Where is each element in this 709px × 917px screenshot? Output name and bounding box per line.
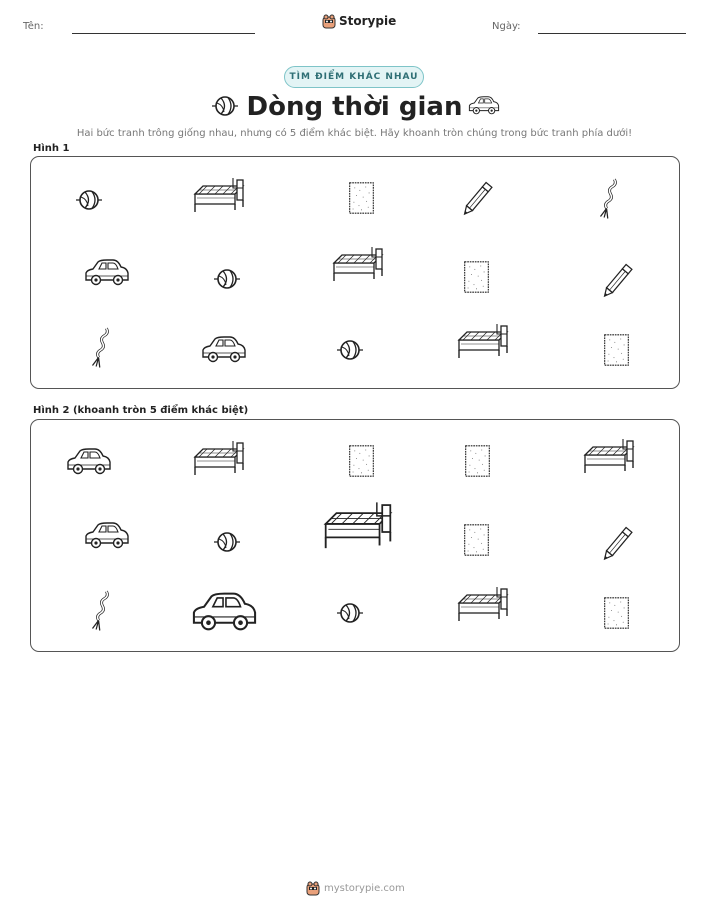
picture1-item-r2-c4 (463, 260, 490, 294)
paper-icon (348, 181, 375, 215)
picture2-item-r2-c3[interactable] (323, 505, 393, 559)
instruction-text: Hai bức tranh trông giống nhau, nhưng có 5 điểm khác biệt. Hãy khoanh tròn chúng trong bức tranh phía dưới! (76, 128, 633, 139)
ball-icon (337, 340, 363, 360)
car-icon (84, 522, 130, 552)
car-icon (201, 336, 247, 366)
brand-name: Storypie (339, 14, 397, 28)
paper-icon (463, 523, 490, 557)
braid-icon (90, 322, 113, 371)
picture1-item-r3-c1 (90, 322, 113, 371)
picture1-item-r3-c2 (201, 336, 247, 366)
car-icon (468, 96, 500, 117)
storypie-logo (322, 13, 396, 29)
picture2-item-r2-c2[interactable] (214, 532, 240, 552)
bed-icon (332, 249, 384, 289)
picture1-item-r2-c2 (214, 269, 240, 289)
picture2-item-r3-c5[interactable] (603, 596, 630, 630)
ball-icon (214, 269, 240, 289)
pencil-icon (599, 521, 637, 565)
pencil-icon (599, 258, 637, 302)
car-icon (84, 259, 130, 289)
footer (306, 880, 405, 896)
picture2-item-r1-c4[interactable] (464, 444, 491, 478)
bed-icon (323, 505, 393, 559)
picture2-item-r1-c3[interactable] (348, 444, 375, 478)
ball-icon (76, 190, 102, 210)
worksheet-type-badge: TÌM ĐIỂM KHÁC NHAU (284, 66, 424, 88)
bed-icon (193, 180, 245, 220)
picture1-item-r3-c5 (603, 333, 630, 367)
picture2-item-r3-c3[interactable] (337, 603, 363, 623)
picture1-item-r2-c1 (84, 259, 130, 289)
picture1-item-r2-c3 (332, 249, 384, 289)
pencil-icon (459, 176, 497, 220)
name-label: Tên: (23, 21, 44, 32)
picture1-item-r2-c5 (599, 258, 637, 302)
picture1-label: Hình 1 (33, 143, 70, 154)
paper-icon (463, 260, 490, 294)
page-title: Dòng thời gian (246, 92, 463, 122)
car-icon (191, 592, 258, 636)
picture1-panel (30, 156, 680, 389)
picture2-item-r1-c2[interactable] (193, 443, 245, 483)
picture1-item-r1-c2 (193, 180, 245, 220)
picture2-item-r2-c1[interactable] (84, 522, 130, 552)
storypie-mascot-icon (322, 13, 336, 29)
bed-icon (457, 326, 509, 366)
date-line[interactable] (538, 33, 686, 34)
picture2-item-r3-c2[interactable] (191, 592, 258, 636)
bed-icon (193, 443, 245, 483)
picture1-item-r1-c5 (598, 173, 621, 222)
picture2-item-r3-c4[interactable] (457, 589, 509, 629)
braid-icon (598, 173, 621, 222)
paper-icon (603, 333, 630, 367)
storypie-mascot-icon (306, 880, 320, 896)
picture1-item-r1-c1 (76, 190, 102, 210)
bed-icon (457, 589, 509, 629)
paper-icon (348, 444, 375, 478)
paper-icon (603, 596, 630, 630)
picture2-item-r2-c5[interactable] (599, 521, 637, 565)
bed-icon (583, 441, 635, 481)
picture2-item-r3-c1[interactable] (90, 585, 113, 634)
braid-icon (90, 585, 113, 634)
ball-icon (214, 532, 240, 552)
picture2-panel[interactable] (30, 419, 680, 652)
picture2-label: Hình 2 (khoanh tròn 5 điểm khác biệt) (33, 405, 249, 416)
car-icon (66, 448, 112, 478)
picture2-item-r1-c1[interactable] (66, 448, 112, 478)
picture1-item-r3-c4 (457, 326, 509, 366)
picture1-item-r1-c3 (348, 181, 375, 215)
title-car-icon (468, 96, 500, 121)
footer-site: mystorypie.com (324, 882, 405, 894)
ball-icon (337, 603, 363, 623)
picture1-item-r1-c4 (459, 176, 497, 220)
paper-icon (464, 444, 491, 478)
date-label: Ngày: (492, 21, 521, 32)
picture1-item-r3-c3 (337, 340, 363, 360)
picture2-item-r2-c4[interactable] (463, 523, 490, 557)
picture2-item-r1-c5[interactable] (583, 441, 635, 481)
name-line[interactable] (72, 33, 255, 34)
